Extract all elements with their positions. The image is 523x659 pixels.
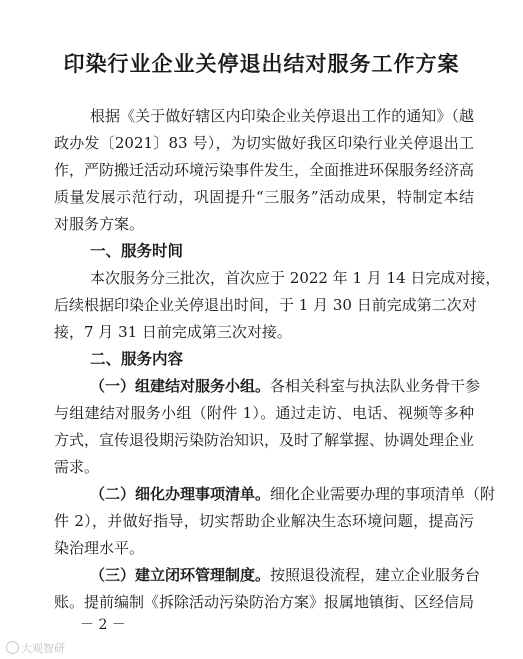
page-number: － 2 －	[80, 617, 126, 633]
watermark	[6, 640, 65, 656]
item-1-label: （一）组建结对服务小组。	[90, 377, 271, 395]
document-title: 印染行业企业关停退出结对服务工作方案	[63, 51, 460, 76]
item-3-text: 按照退役流程，建立企业服务台	[270, 566, 481, 584]
item-2-line-3: 染治理水平。	[54, 539, 145, 557]
item-2-line-1	[90, 484, 496, 504]
watermark-logo-icon	[6, 641, 19, 654]
intro-line-5: 对服务方案。	[54, 215, 145, 233]
intro-line-4: 质量发展示范行动，巩固提升“三服务”活动成果，特制定本结	[54, 188, 474, 206]
item-3-label: （三）建立闭环管理制度。	[90, 566, 271, 584]
section-1-line-2: 后续根据印染企业关停退出时间，于 1 月 30 日前完成第二次对	[54, 296, 477, 314]
item-1-line-3: 方式，宣传退役期污染防治知识，及时了解掌握、协调处理企业	[54, 431, 475, 449]
item-1-line-1	[90, 376, 481, 396]
item-3-line-2: 账。提前编制《拆除活动污染防治方案》报属地镇街、区经信局	[54, 593, 475, 611]
item-1-text: 各相关科室与执法队业务骨干参	[270, 377, 481, 395]
section-1-line-3: 接，7 月 31 日前完成第三次对接。	[54, 323, 292, 341]
section-2-heading: 二、服务内容	[90, 350, 184, 368]
item-1-line-4: 需求。	[54, 458, 100, 476]
section-1-line-1: 本次服务分三批次，首次应于 2022 年 1 月 14 日完成对接，	[90, 269, 501, 287]
item-2-label: （二）细化办理事项清单。	[90, 485, 271, 503]
intro-line-3: 作，严防搬迁活动环境污染事件发生，全面推进环保服务经济高	[54, 161, 475, 179]
watermark-text: 大观智研	[21, 642, 65, 655]
item-2-text: 细化企业需要办理的事项清单（附	[270, 485, 496, 503]
section-1-heading: 一、服务时间	[90, 242, 184, 260]
item-2-line-2: 件 2），并做好指导，切实帮助企业解决生态环境问题，提高污	[54, 512, 474, 530]
intro-line-2: 政办发〔2021〕83 号），为切实做好我区印染行业关停退出工	[54, 134, 474, 152]
item-1-line-2: 与组建结对服务小组（附件 1）。通过走访、电话、视频等多种	[54, 404, 474, 422]
item-3-line-1	[90, 565, 481, 585]
intro-line-1: 根据《关于做好辖区内印染企业关停退出工作的通知》（越	[90, 107, 474, 125]
